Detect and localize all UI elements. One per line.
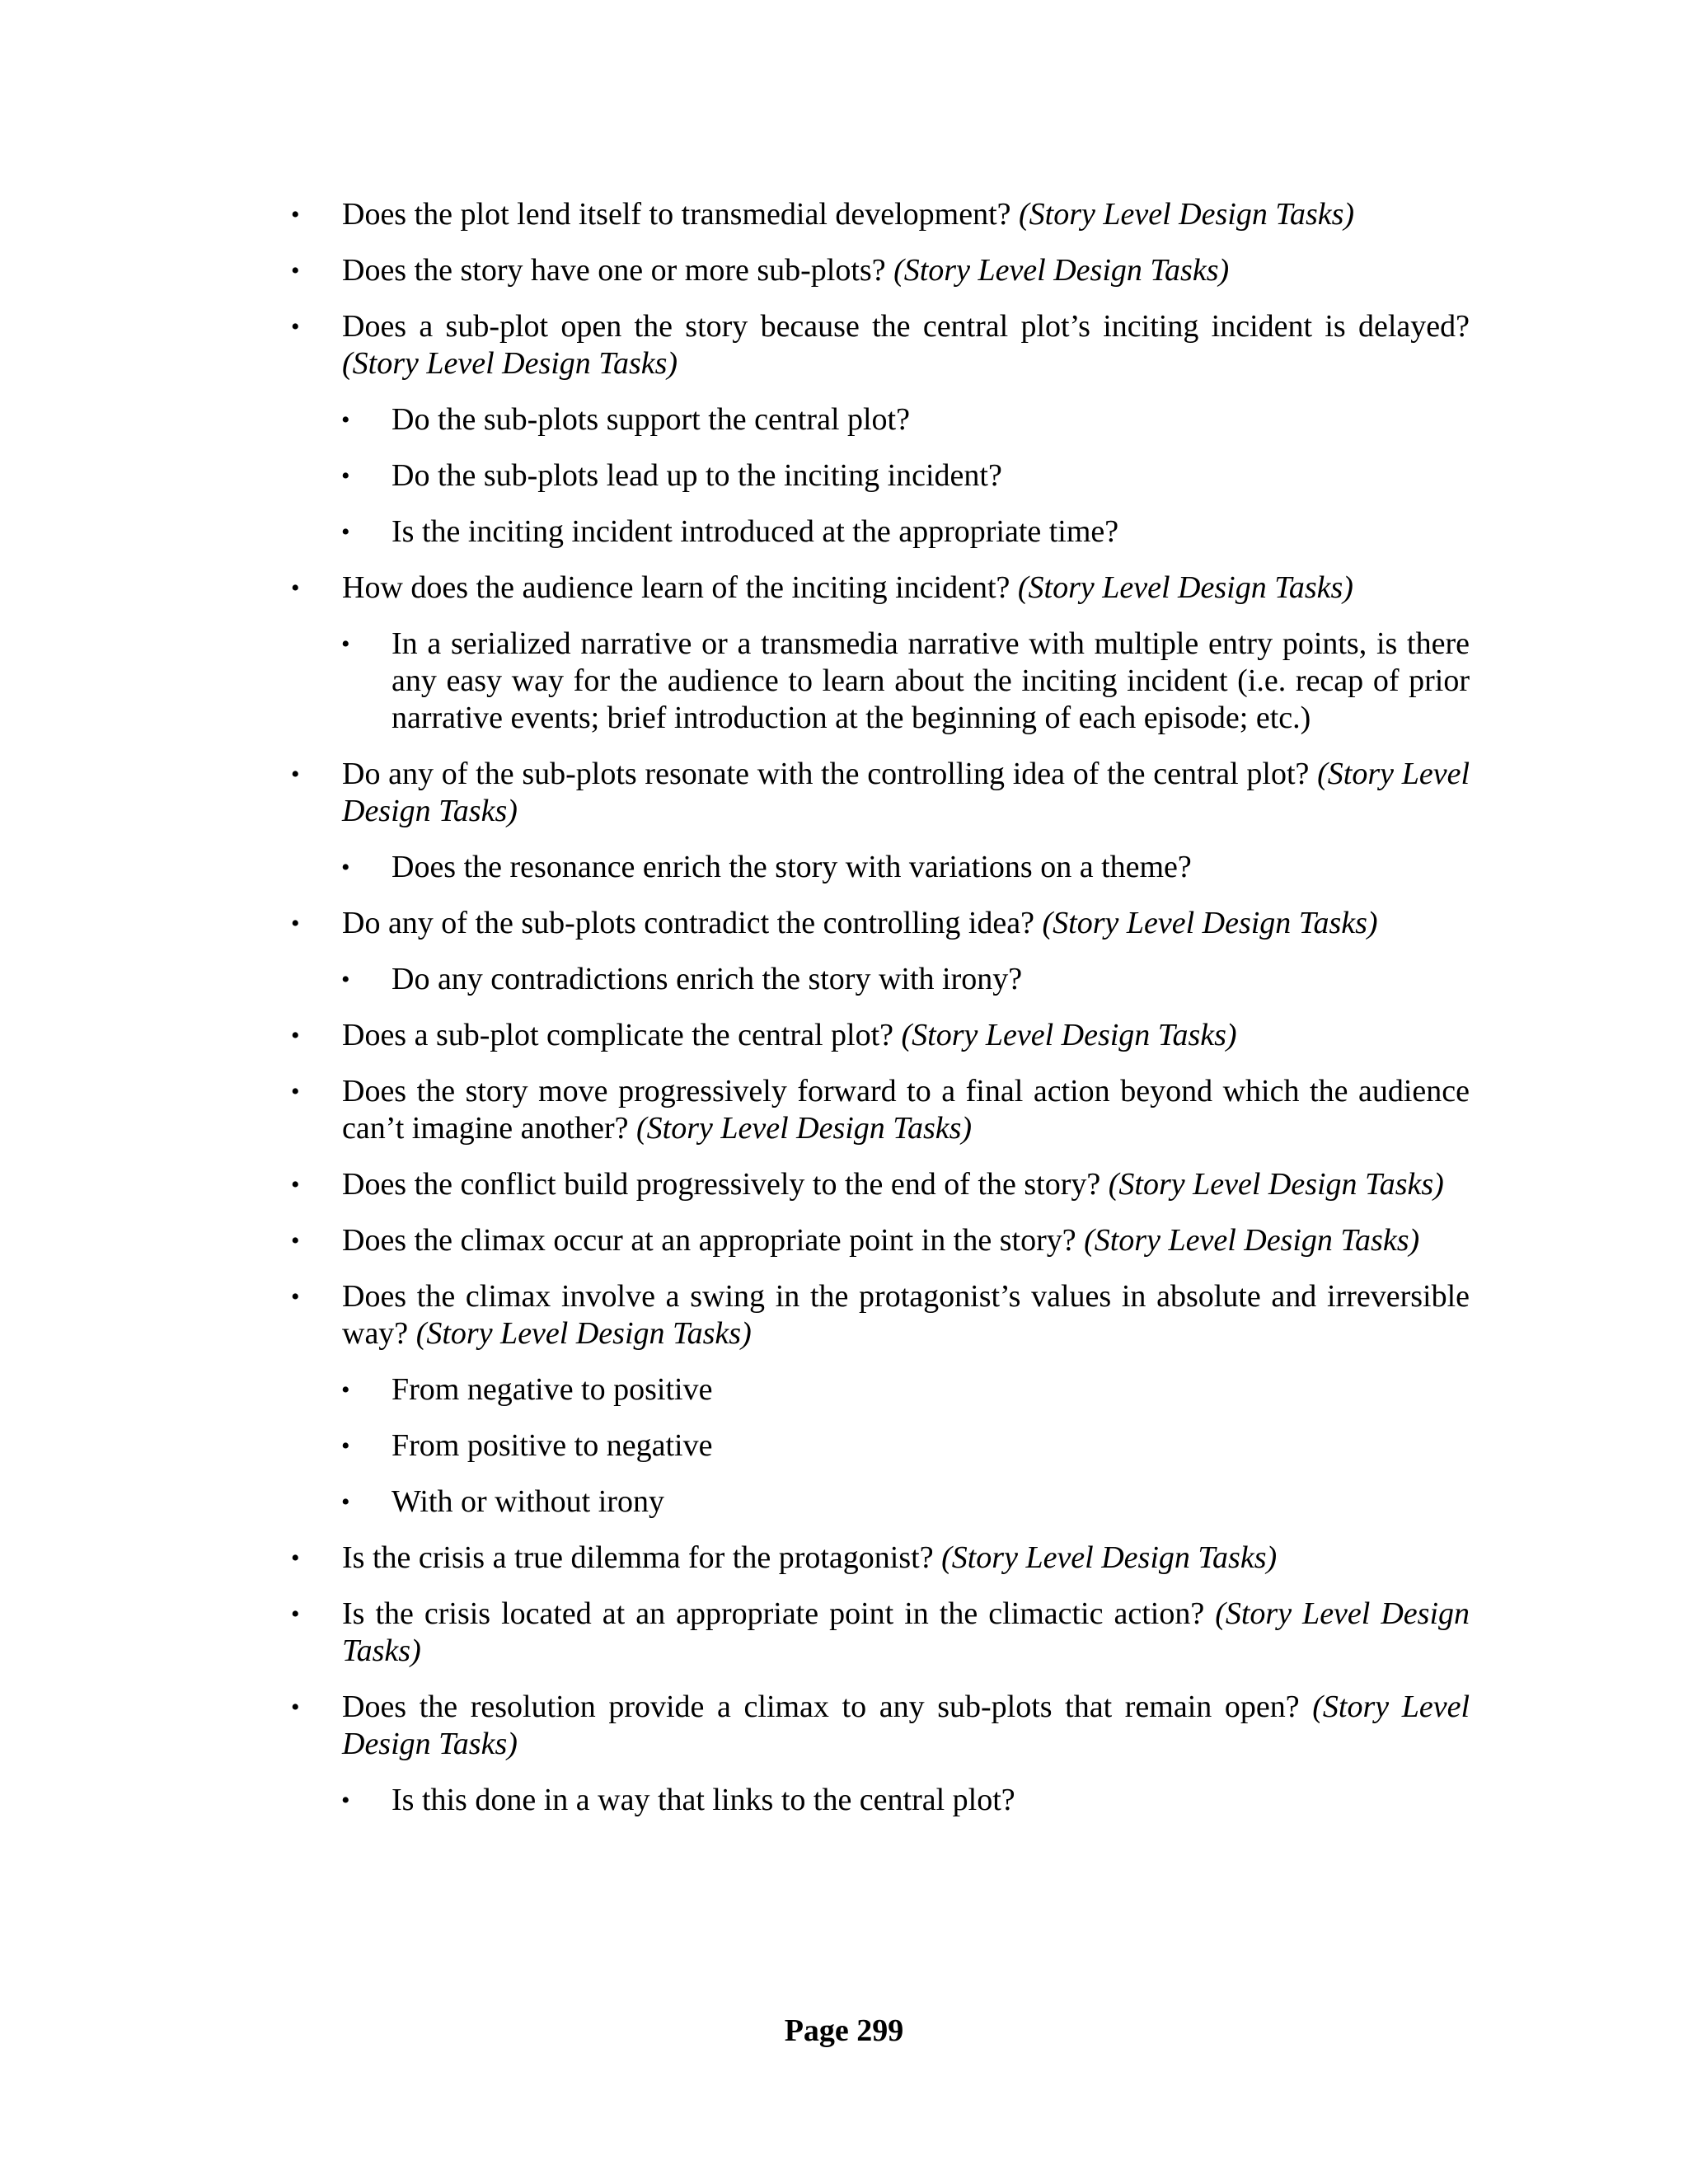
bullet-icon: •: [291, 257, 300, 284]
bullet-icon: •: [291, 1227, 300, 1254]
bullet-icon: •: [291, 1078, 300, 1105]
bullet-icon: •: [291, 761, 300, 788]
bullet-icon: •: [341, 518, 350, 546]
item-reference-tag: (Story Level Design Tasks): [342, 1596, 1470, 1668]
bullet-icon: •: [341, 1432, 350, 1460]
bullet-icon: •: [341, 630, 350, 658]
item-text: Does the plot lend itself to transmedial development?: [342, 197, 1020, 232]
item-reference-tag: (Story Level Design Tasks): [1084, 1223, 1420, 1258]
bullet-icon: •: [341, 462, 350, 490]
item-text: Does a sub-plot open the story because the central plot’s inciting incident is delayed?: [342, 309, 1470, 344]
bullet-icon: •: [291, 1694, 300, 1721]
item-text: Is the crisis located at an appropriate point in the climactic action?: [342, 1596, 1216, 1631]
bullet-item: [291, 252, 1470, 289]
page-number: Page 299: [784, 2013, 904, 2048]
checklist: [291, 196, 1470, 1838]
item-text: Do any of the sub-plots contradict the controlling idea?: [342, 906, 1043, 940]
item-text: Do the sub-plots lead up to the inciting incident?: [392, 458, 1002, 493]
item-text: In a serialized narrative or a transmedia narrative with multiple entry points, is there any easy way for the audience to learn about the inciting incident (i.e. recap of prior narrative events; brief introduction at the beginning of each episode; etc.): [392, 626, 1470, 735]
item-text: How does the audience learn of the inciting incident?: [342, 570, 1018, 605]
bullet-item: [291, 1166, 1470, 1203]
sub-bullet-item: [291, 401, 1470, 438]
sub-bullet-item: [291, 1782, 1470, 1819]
sub-bullet-item: [291, 1427, 1470, 1465]
item-text: Is the inciting incident introduced at the appropriate time?: [392, 514, 1119, 549]
item-text: Does the conflict build progressively to the end of the story?: [342, 1167, 1109, 1202]
bullet-item: [291, 756, 1470, 830]
bullet-icon: •: [341, 1787, 350, 1814]
bullet-item: [291, 1540, 1470, 1577]
bullet-icon: •: [291, 1171, 300, 1198]
bullet-icon: •: [341, 1376, 350, 1404]
bullet-icon: •: [291, 1544, 300, 1572]
item-text: From positive to negative: [392, 1428, 713, 1463]
bullet-item: [291, 1017, 1470, 1054]
item-text: Does a sub-plot complicate the central plot?: [342, 1018, 902, 1052]
sub-bullet-item: [291, 457, 1470, 494]
bullet-icon: •: [291, 1022, 300, 1049]
item-reference-tag: (Story Level Design Tasks): [1017, 570, 1353, 605]
item-text: From negative to positive: [392, 1372, 713, 1407]
bullet-item: [291, 1278, 1470, 1352]
bullet-icon: •: [291, 313, 300, 340]
sub-bullet-item: [291, 849, 1470, 886]
item-reference-tag: (Story Level Design Tasks): [1019, 197, 1355, 232]
item-reference-tag: (Story Level Design Tasks): [893, 253, 1230, 288]
item-reference-tag: (Story Level Design Tasks): [941, 1540, 1278, 1575]
item-text: Does the climax occur at an appropriate point in the story?: [342, 1223, 1085, 1258]
bullet-icon: •: [291, 574, 300, 602]
bullet-item: [291, 1222, 1470, 1259]
item-text: Does the story have one or more sub-plots?: [342, 253, 894, 288]
item-text: Is the crisis a true dilemma for the protagonist?: [342, 1540, 942, 1575]
bullet-item: [291, 569, 1470, 607]
item-reference-tag: (Story Level Design Tasks): [342, 1690, 1470, 1761]
item-text: Does the resolution provide a climax to any sub-plots that remain open?: [342, 1690, 1313, 1724]
bullet-icon: •: [341, 406, 350, 434]
sub-bullet-item: [291, 1483, 1470, 1521]
bullet-item: [291, 1596, 1470, 1670]
bullet-item: [291, 1073, 1470, 1147]
bullet-icon: •: [341, 1488, 350, 1516]
bullet-item: [291, 308, 1470, 382]
item-text: Do any of the sub-plots resonate with the controlling idea of the central plot?: [342, 757, 1318, 791]
item-reference-tag: (Story Level Design Tasks): [901, 1018, 1237, 1052]
bullet-icon: •: [291, 1283, 300, 1310]
item-reference-tag: (Story Level Design Tasks): [415, 1316, 752, 1351]
sub-bullet-item: [291, 513, 1470, 551]
bullet-icon: •: [341, 966, 350, 993]
item-text: With or without irony: [392, 1484, 664, 1519]
item-text: Do any contradictions enrich the story with irony?: [392, 962, 1023, 996]
item-text: Does the story move progressively forward to a final action beyond which the audience can’t imagine another?: [342, 1074, 1470, 1146]
item-reference-tag: (Story Level Design Tasks): [1108, 1167, 1444, 1202]
sub-bullet-item: [291, 626, 1470, 737]
sub-bullet-item: [291, 961, 1470, 998]
item-reference-tag: (Story Level Design Tasks): [342, 346, 678, 381]
sub-bullet-item: [291, 1371, 1470, 1408]
item-reference-tag: (Story Level Design Tasks): [342, 757, 1470, 828]
item-reference-tag: (Story Level Design Tasks): [1042, 906, 1378, 940]
bullet-item: [291, 196, 1470, 233]
bullet-icon: •: [291, 201, 300, 228]
item-text: Is this done in a way that links to the central plot?: [392, 1783, 1015, 1817]
bullet-icon: •: [291, 910, 300, 937]
item-reference-tag: (Story Level Design Tasks): [635, 1111, 973, 1146]
item-text: Does the resonance enrich the story with variations on a theme?: [392, 850, 1192, 884]
item-text: Does the climax involve a swing in the protagonist’s values in absolute and irreversible way?: [342, 1279, 1470, 1351]
item-text: Do the sub-plots support the central plot?: [392, 402, 910, 437]
bullet-icon: •: [341, 854, 350, 881]
bullet-icon: •: [291, 1601, 300, 1628]
bullet-item: [291, 905, 1470, 942]
bullet-item: [291, 1689, 1470, 1763]
